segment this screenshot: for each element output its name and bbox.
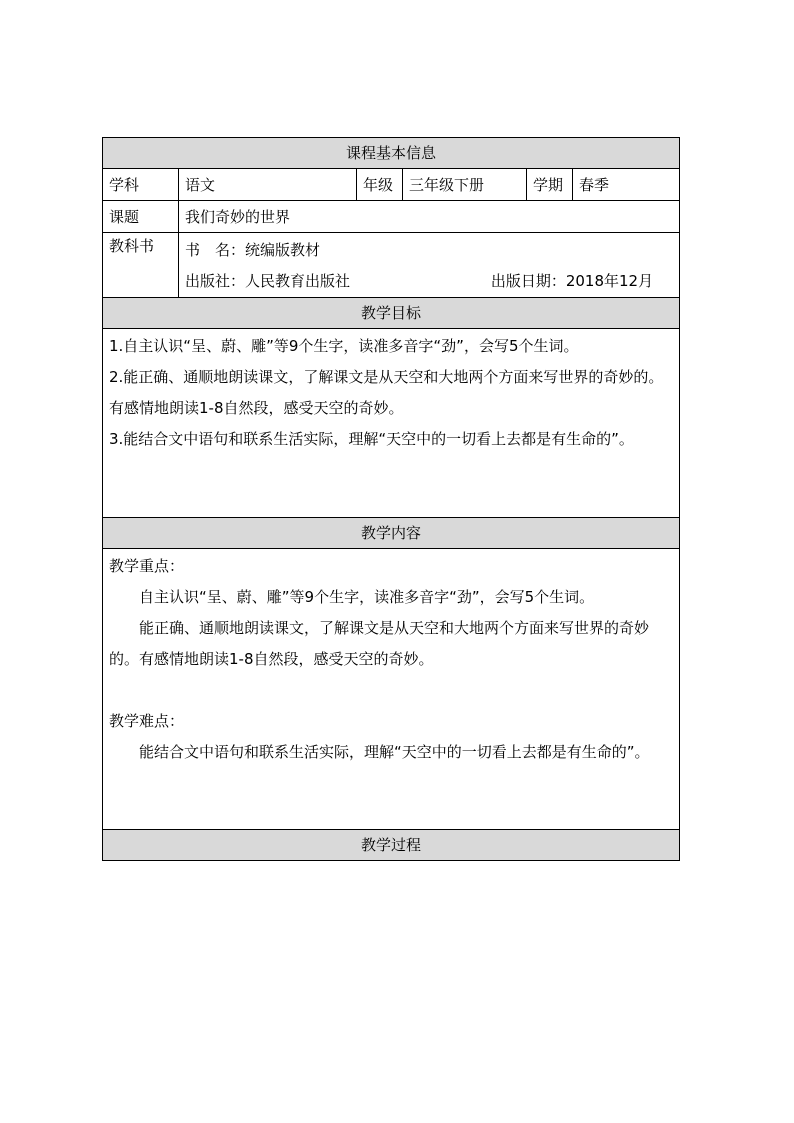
subject-label: 学科 [103, 169, 179, 201]
publish-date: 出版日期：2018年12月 [490, 272, 654, 290]
objectives-block [103, 329, 680, 518]
topic-value: 我们奇妙的世界 [179, 201, 680, 233]
spacer [109, 675, 673, 706]
section-process-header: 教学过程 [103, 830, 680, 861]
section-content-header: 教学内容 [103, 518, 680, 549]
key-point-item: 自主认识“呈、蔚、雕”等9个生字，读准多音字“劲”，会写5个生词。 [139, 588, 595, 606]
objective-item: 1.自主认识“呈、蔚、雕”等9个生字，读准多音字“劲”，会写5个生词。 [109, 337, 579, 355]
section-objectives-header: 教学目标 [103, 298, 680, 329]
key-points-label: 教学重点： [109, 557, 185, 575]
subject-value: 语文 [179, 169, 357, 201]
grade-label: 年级 [357, 169, 403, 201]
objective-item: 3.能结合文中语句和联系生活实际，理解“天空中的一切看上去都是有生命的”。 [109, 430, 634, 448]
key-point-item: 能正确、通顺地朗读课文，了解课文是从天空和大地两个方面来写世界的奇妙的。有感情地朗读1-8自然段，感受天空的奇妙。 [109, 619, 650, 668]
grade-value: 三年级下册 [403, 169, 527, 201]
publisher-line [185, 266, 673, 297]
difficulty-item: 能结合文中语句和联系生活实际，理解“天空中的一切看上去都是有生命的”。 [139, 743, 650, 761]
difficulties-label: 教学难点： [109, 712, 185, 730]
term-value: 春季 [573, 169, 680, 201]
section-basic-info-header: 课程基本信息 [103, 138, 680, 169]
book-name: 书 名：统编版教材 [185, 241, 321, 259]
publisher: 出版社：人民教育出版社 [185, 272, 351, 290]
content-block [103, 549, 680, 830]
book-name-line [185, 235, 673, 266]
textbook-info [179, 233, 680, 298]
objective-item: 2.能正确、通顺地朗读课文，了解课文是从天空和大地两个方面来写世界的奇妙的。有感情地朗读1-8自然段，感受天空的奇妙。 [109, 368, 664, 417]
textbook-label: 教科书 [103, 233, 179, 298]
lesson-plan-table [102, 137, 680, 861]
term-label: 学期 [527, 169, 573, 201]
topic-label: 课题 [103, 201, 179, 233]
